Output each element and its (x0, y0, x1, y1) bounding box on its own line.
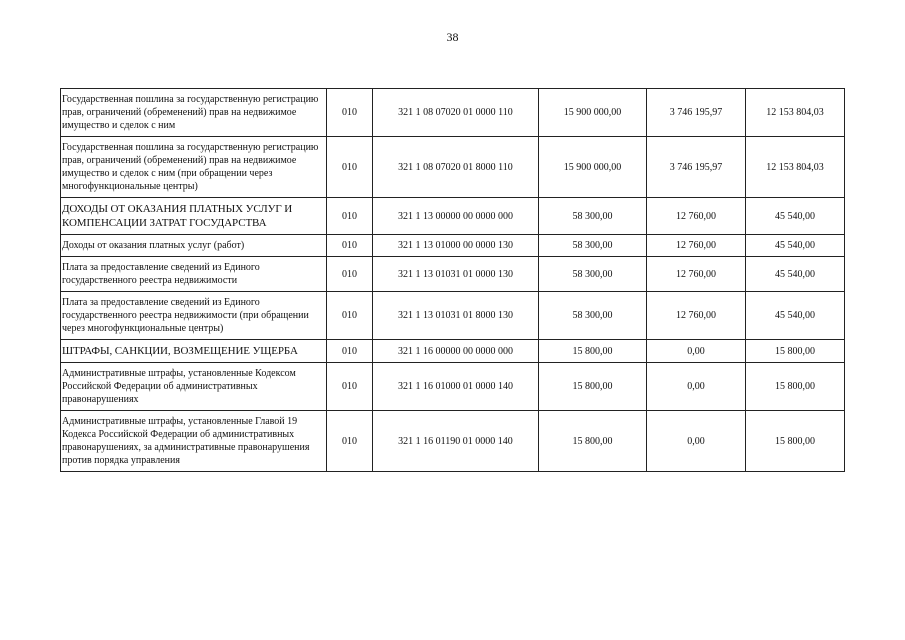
executed-amount-cell: 0,00 (647, 340, 746, 363)
planned-amount-cell: 58 300,00 (539, 292, 647, 340)
remaining-amount-cell: 12 153 804,03 (746, 137, 845, 198)
executed-amount-cell: 12 760,00 (647, 257, 746, 292)
revenue-name-cell: Административные штрафы, установленные Кодексом Российской Федерации об административных правонарушениях (61, 363, 327, 411)
table-row (61, 363, 845, 411)
executed-amount-cell: 12 760,00 (647, 235, 746, 257)
remaining-amount-cell: 15 800,00 (746, 363, 845, 411)
revenue-name-cell: ДОХОДЫ ОТ ОКАЗАНИЯ ПЛАТНЫХ УСЛУГ И КОМПЕНСАЦИИ ЗАТРАТ ГОСУДАРСТВА (61, 198, 327, 235)
table-row-section (61, 340, 845, 363)
remaining-amount-cell: 45 540,00 (746, 257, 845, 292)
planned-amount-cell: 15 800,00 (539, 411, 647, 472)
revenue-name-cell: Государственная пошлина за государственную регистрацию прав, ограничений (обременений) прав на недвижимое имущество и сделок с ним (при обращении через многофункциональные центры) (61, 137, 327, 198)
remaining-amount-cell: 45 540,00 (746, 198, 845, 235)
revenue-name-cell: Доходы от оказания платных услуг (работ) (61, 235, 327, 257)
executed-amount-cell: 12 760,00 (647, 198, 746, 235)
revenue-name-cell: Административные штрафы, установленные Главой 19 Кодекса Российской Федерации об административных правонарушениях, за административные правонарушения против порядка управления (61, 411, 327, 472)
admin-code-cell: 010 (327, 257, 373, 292)
remaining-amount-cell: 15 800,00 (746, 411, 845, 472)
planned-amount-cell: 58 300,00 (539, 235, 647, 257)
table-row (61, 411, 845, 472)
admin-code-cell: 010 (327, 292, 373, 340)
revenue-table (60, 88, 845, 472)
table-row (61, 292, 845, 340)
admin-code-cell: 010 (327, 340, 373, 363)
planned-amount-cell: 15 800,00 (539, 363, 647, 411)
revenue-name-cell: ШТРАФЫ, САНКЦИИ, ВОЗМЕЩЕНИЕ УЩЕРБА (61, 340, 327, 363)
admin-code-cell: 010 (327, 363, 373, 411)
remaining-amount-cell: 45 540,00 (746, 235, 845, 257)
admin-code-cell: 010 (327, 89, 373, 137)
table-row-section (61, 198, 845, 235)
table-row (61, 89, 845, 137)
classification-code-cell: 321 1 13 01031 01 0000 130 (373, 257, 539, 292)
admin-code-cell: 010 (327, 198, 373, 235)
page-number: 38 (446, 30, 459, 44)
remaining-amount-cell: 15 800,00 (746, 340, 845, 363)
revenue-name-cell: Плата за предоставление сведений из Единого государственного реестра недвижимости (61, 257, 327, 292)
remaining-amount-cell: 12 153 804,03 (746, 89, 845, 137)
executed-amount-cell: 3 746 195,97 (647, 137, 746, 198)
classification-code-cell: 321 1 13 01031 01 8000 130 (373, 292, 539, 340)
revenue-name-cell: Государственная пошлина за государственную регистрацию прав, ограничений (обременений) прав на недвижимое имущество и сделок с ним (61, 89, 327, 137)
planned-amount-cell: 15 900 000,00 (539, 89, 647, 137)
admin-code-cell: 010 (327, 137, 373, 198)
admin-code-cell: 010 (327, 411, 373, 472)
planned-amount-cell: 15 900 000,00 (539, 137, 647, 198)
classification-code-cell: 321 1 16 01190 01 0000 140 (373, 411, 539, 472)
admin-code-cell: 010 (327, 235, 373, 257)
classification-code-cell: 321 1 16 01000 01 0000 140 (373, 363, 539, 411)
table-row (61, 235, 845, 257)
planned-amount-cell: 58 300,00 (539, 257, 647, 292)
executed-amount-cell: 0,00 (647, 363, 746, 411)
classification-code-cell: 321 1 13 00000 00 0000 000 (373, 198, 539, 235)
remaining-amount-cell: 45 540,00 (746, 292, 845, 340)
table-row (61, 137, 845, 198)
executed-amount-cell: 0,00 (647, 411, 746, 472)
classification-code-cell: 321 1 08 07020 01 0000 110 (373, 89, 539, 137)
planned-amount-cell: 15 800,00 (539, 340, 647, 363)
classification-code-cell: 321 1 16 00000 00 0000 000 (373, 340, 539, 363)
revenue-name-cell: Плата за предоставление сведений из Единого государственного реестра недвижимости (при обращении через многофункциональные центры) (61, 292, 327, 340)
table-row (61, 257, 845, 292)
executed-amount-cell: 12 760,00 (647, 292, 746, 340)
planned-amount-cell: 58 300,00 (539, 198, 647, 235)
classification-code-cell: 321 1 13 01000 00 0000 130 (373, 235, 539, 257)
executed-amount-cell: 3 746 195,97 (647, 89, 746, 137)
classification-code-cell: 321 1 08 07020 01 8000 110 (373, 137, 539, 198)
